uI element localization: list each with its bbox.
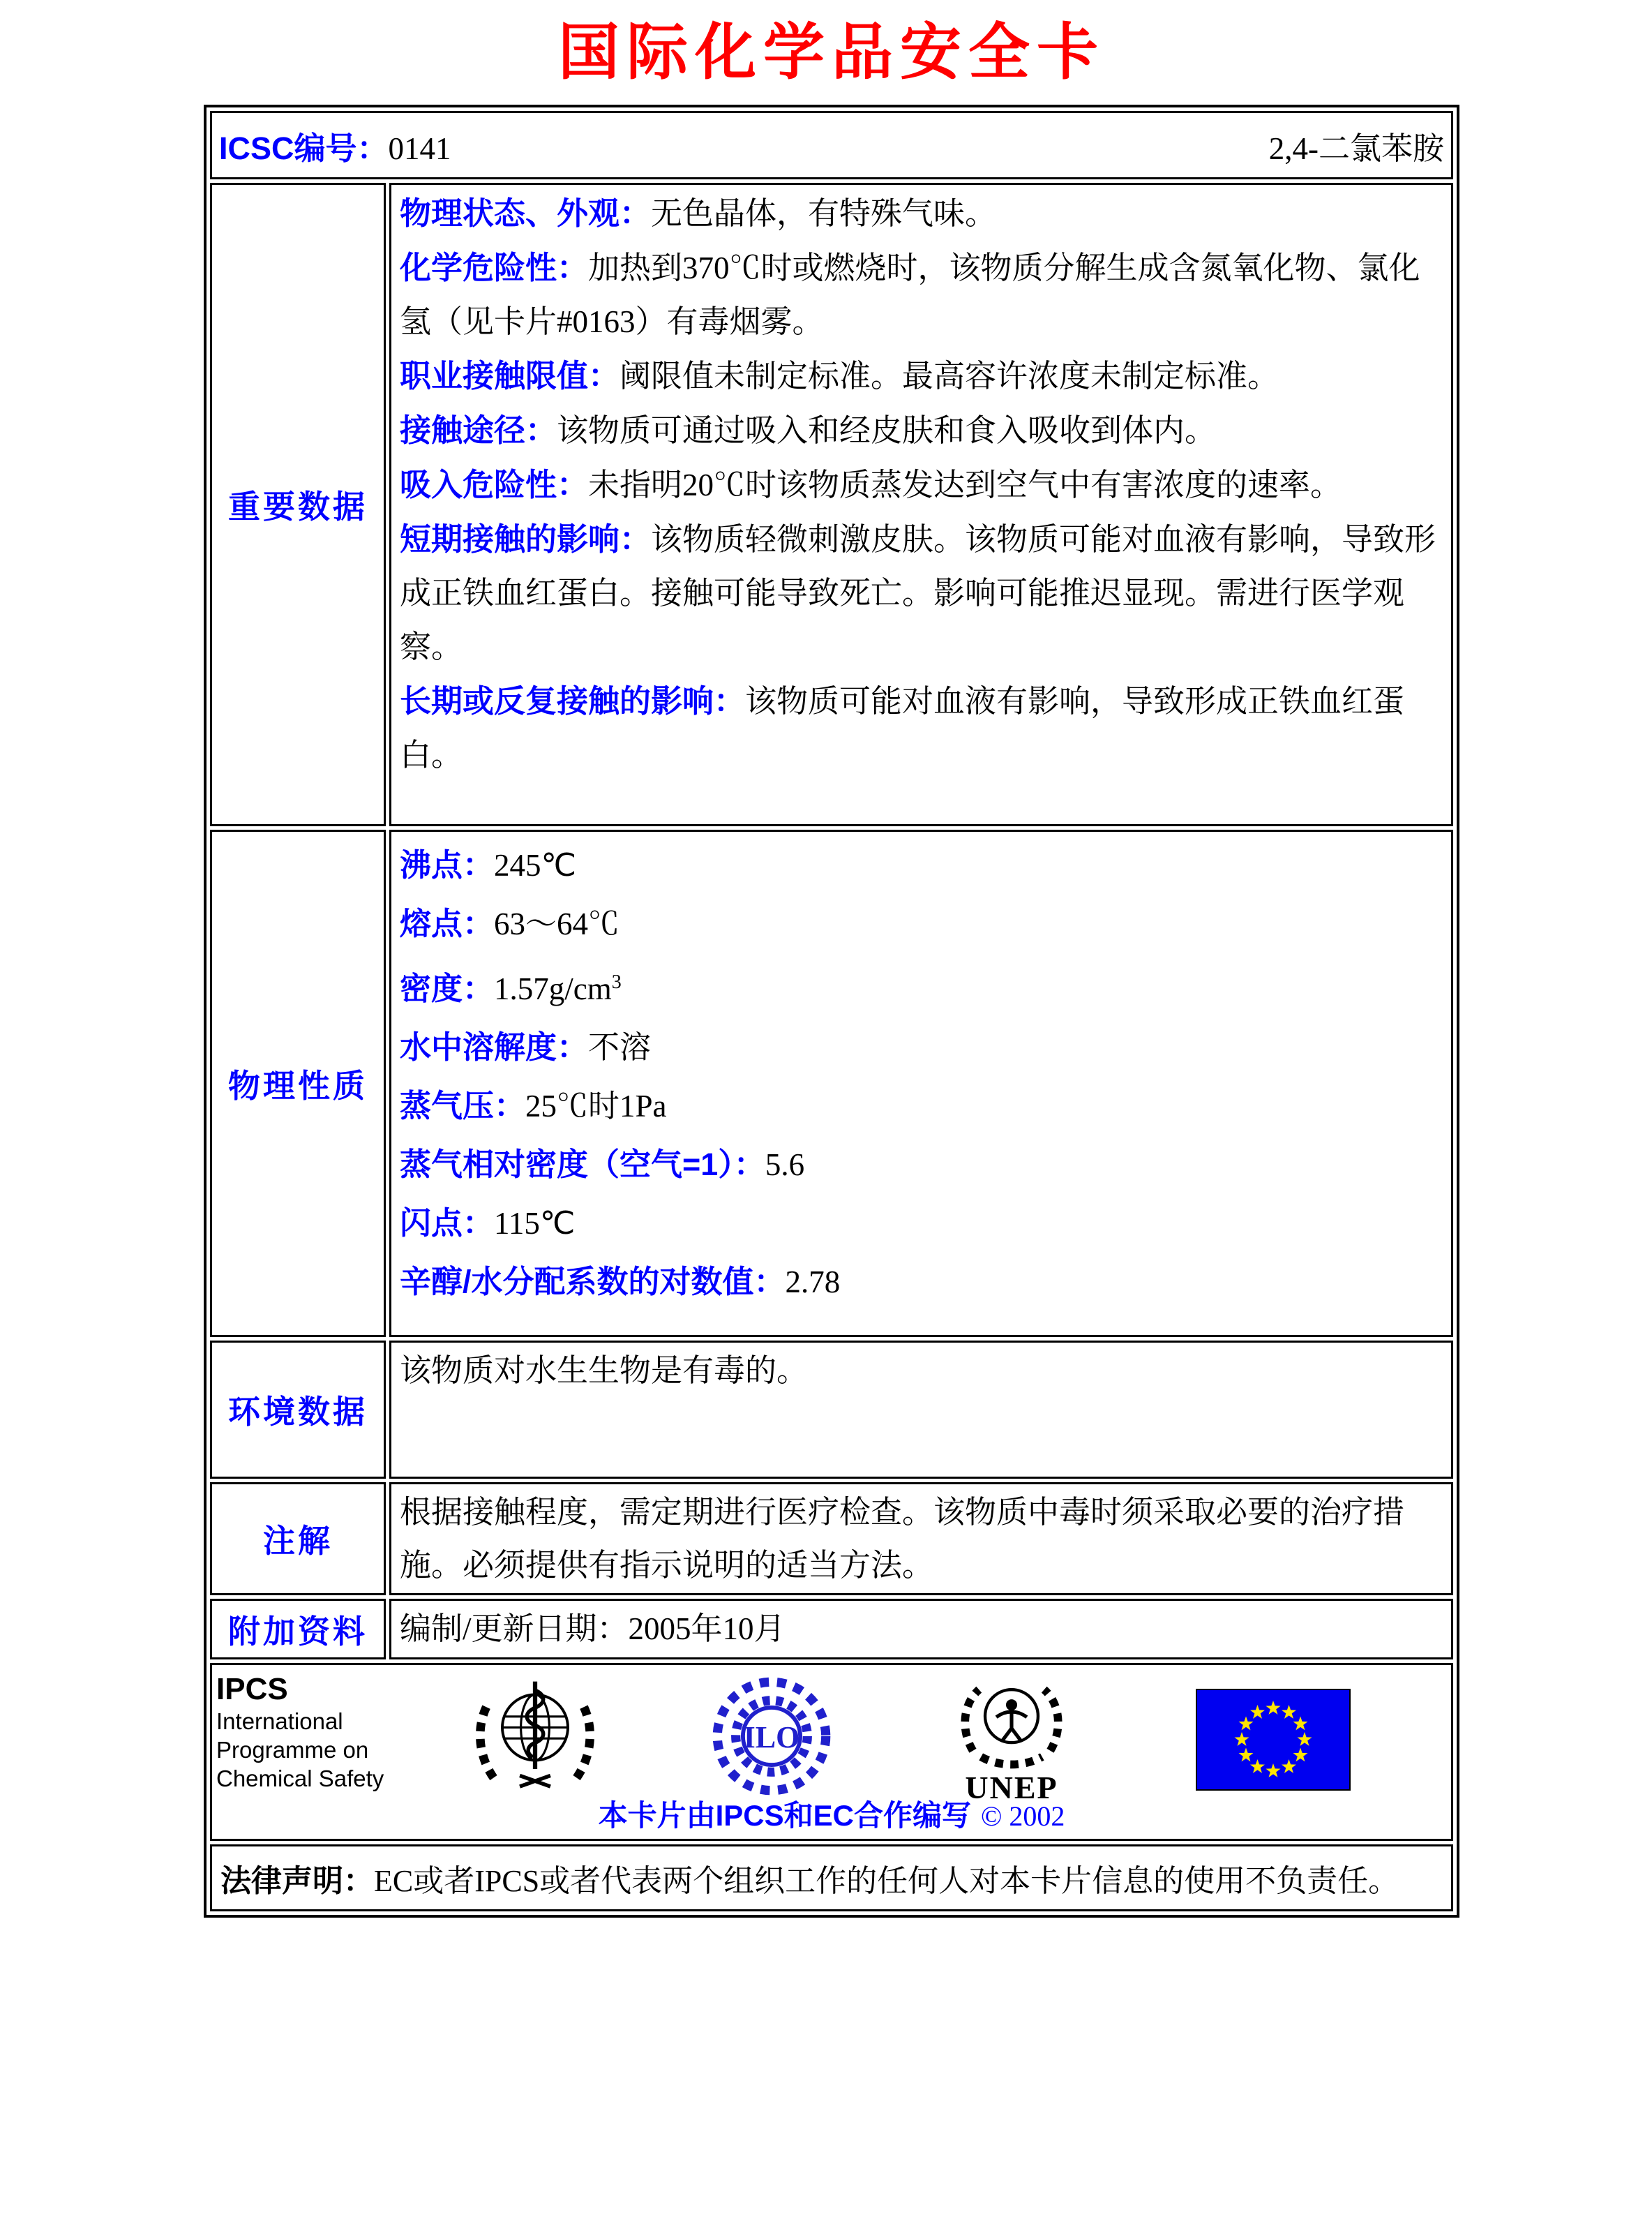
property-value: 115℃ — [494, 1206, 576, 1241]
property-label: 蒸气相对密度（空气=1）： — [400, 1147, 765, 1182]
physical-properties-content — [389, 830, 1453, 1337]
logos-row — [210, 1663, 1453, 1841]
legal-notice-text: EC或者IPCS或者代表两个组织工作的任何人对本卡片信息的使用不负责任。 — [374, 1864, 1399, 1898]
update-date-value: 2005年10月 — [628, 1611, 786, 1646]
environmental-data-row — [210, 1341, 1453, 1479]
property-value: 245℃ — [494, 848, 577, 883]
legal-notice-row — [210, 1844, 1453, 1911]
ipcs-subtitle-line: Chemical Safety — [216, 1766, 384, 1791]
item-label: 短期接触的影响： — [400, 521, 652, 557]
physical-property — [400, 953, 1443, 1018]
physical-property — [400, 1018, 1443, 1077]
physical-property — [400, 1194, 1443, 1253]
item-text: 无色晶体，有特殊气味。 — [651, 196, 997, 231]
physical-property — [400, 1077, 1443, 1135]
item-label: 物理状态、外观： — [400, 195, 652, 231]
who-emblem-icon — [469, 1671, 601, 1802]
physical-property — [400, 895, 1443, 953]
section-label-additional-info: 附加资料 — [210, 1599, 386, 1659]
environmental-data-content — [389, 1341, 1453, 1479]
item-label: 吸入危险性： — [400, 467, 589, 502]
property-label: 蒸气压： — [400, 1088, 526, 1124]
ipcs-text-block — [216, 1672, 384, 1793]
property-label: 闪点： — [400, 1205, 495, 1241]
additional-info-row — [210, 1599, 1453, 1659]
unep-wordmark: UNEP — [965, 1770, 1058, 1805]
property-label: 熔点： — [400, 906, 495, 941]
notes-row — [210, 1482, 1453, 1595]
property-label: 密度： — [400, 971, 495, 1006]
eu-flag-icon — [1196, 1689, 1351, 1791]
important-data-content — [389, 183, 1453, 826]
item-text: 该物质可通过吸入和经皮肤和食入吸收到体内。 — [557, 413, 1217, 448]
ipcs-subtitle-line: International — [216, 1708, 343, 1734]
property-value: 63～64℃ — [494, 906, 620, 941]
important-item — [400, 349, 1443, 403]
section-label-environmental-data: 环境数据 — [210, 1341, 386, 1479]
ilo-letters: ILO — [743, 1720, 800, 1755]
update-date-label: 编制/更新日期： — [400, 1611, 629, 1646]
important-item — [400, 512, 1443, 674]
item-label: 化学危险性： — [400, 250, 589, 285]
item-label: 职业接触限值： — [400, 358, 620, 394]
ipcs-subtitle-line: Programme on — [216, 1737, 369, 1763]
environmental-data-text: 该物质对水生生物是有毒的。 — [400, 1353, 809, 1388]
additional-info-item — [400, 1602, 1443, 1656]
property-value: 不溶 — [588, 1030, 652, 1065]
credit-text: 本卡片由IPCS和EC合作编写 — [598, 1799, 971, 1832]
important-item — [400, 458, 1443, 512]
item-text: 阈限值未制定标准。最高容许浓度未制定标准。 — [620, 359, 1279, 394]
icsc-number-value: 0141 — [388, 130, 451, 166]
item-text: 加热到370℃时或燃烧时，该物质分解生成含氮氧化物、氯化氢（见卡片#0163）有毒烟雾。 — [400, 251, 1420, 339]
chemical-name: 2,4-二氯苯胺 — [1268, 130, 1444, 166]
item-text: 该物质可能对血液有影响，导致形成正铁血红蛋白。 — [400, 684, 1405, 773]
property-value-superscript: 3 — [611, 971, 622, 993]
physical-property — [400, 1135, 1443, 1194]
additional-info-content — [389, 1599, 1453, 1659]
physical-property — [400, 836, 1443, 895]
property-value: 25℃时1Pa — [525, 1089, 667, 1124]
unep-emblem-icon — [949, 1669, 1074, 1771]
section-label-notes: 注解 — [210, 1482, 386, 1595]
property-value: 5.6 — [765, 1147, 805, 1182]
legal-notice-label: 法律声明： — [220, 1864, 374, 1898]
property-label: 沸点： — [400, 847, 495, 883]
notes-text: 根据接触程度，需定期进行医疗检查。该物质中毒时须采取必要的治疗措施。必须提供有指示说明的适当方法。 — [400, 1495, 1405, 1583]
important-item — [400, 403, 1443, 458]
property-label: 辛醇/水分配系数的对数值： — [400, 1264, 786, 1299]
header-cell — [210, 111, 1453, 179]
credit-line — [212, 1799, 1451, 1833]
header-row — [210, 111, 1453, 179]
property-label: 水中溶解度： — [400, 1029, 589, 1065]
ilo-emblem-icon — [709, 1675, 834, 1798]
page-title: 国际化学品安全卡 — [557, 17, 1105, 87]
item-text: 该物质轻微刺激皮肤。该物质可能对血液有影响，导致形成正铁血红蛋白。接触可能导致死亡。影响可能推迟显现。需进行医学观察。 — [400, 522, 1436, 664]
physical-properties-row — [210, 830, 1453, 1337]
item-label: 接触途径： — [400, 412, 557, 448]
notes-content — [389, 1482, 1453, 1595]
icsc-card-table — [204, 105, 1459, 1918]
item-text: 未指明20℃时该物质蒸发达到空气中有害浓度的速率。 — [588, 468, 1342, 502]
icsc-number-label: ICSC编号： — [219, 130, 389, 166]
logos-cell — [210, 1663, 1453, 1841]
important-item — [400, 241, 1443, 349]
legal-notice-cell — [210, 1844, 1453, 1911]
property-value: 1.57g/cm — [494, 971, 612, 1006]
property-value: 2.78 — [785, 1264, 841, 1299]
icsc-number — [219, 123, 451, 168]
copyright-text: © 2002 — [980, 1800, 1065, 1832]
physical-property — [400, 1253, 1443, 1311]
unep-logo-block — [949, 1669, 1074, 1805]
important-data-row — [210, 183, 1453, 826]
section-label-physical-properties: 物理性质 — [210, 830, 386, 1337]
item-label: 长期或反复接触的影响： — [400, 683, 746, 719]
important-item — [400, 674, 1443, 782]
important-item — [400, 186, 1443, 241]
ipcs-acronym: IPCS — [216, 1672, 288, 1706]
section-label-important-data: 重要数据 — [210, 183, 386, 826]
